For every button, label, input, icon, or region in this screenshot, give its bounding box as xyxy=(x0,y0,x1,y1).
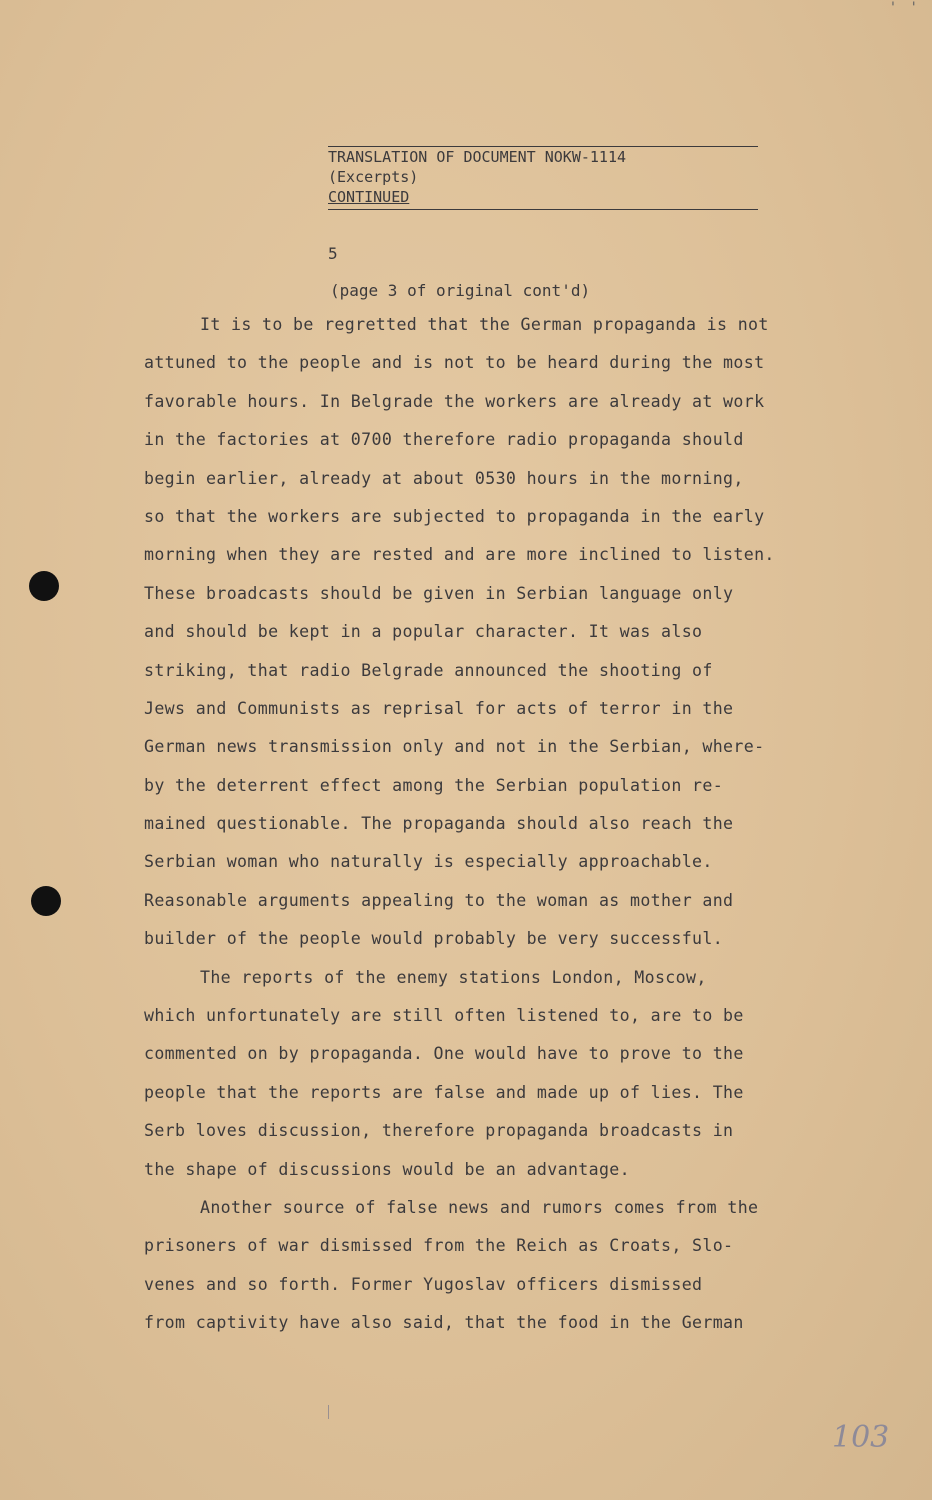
document-header xyxy=(328,146,758,210)
page-number: 5 xyxy=(328,244,338,263)
text-line: German news transmission only and not in the Serbian, where- xyxy=(144,737,765,757)
text-line: builder of the people would probably be very successful. xyxy=(144,929,724,949)
header-continued: CONTINUED xyxy=(328,188,410,206)
text-line: which unfortunately are still often listened to, are to be xyxy=(144,1006,744,1026)
text-line: from captivity have also said, that the food in the German xyxy=(144,1313,744,1333)
text-line: morning when they are rested and are more inclined to listen. xyxy=(144,545,775,565)
body-text xyxy=(144,306,854,1343)
text-line: The reports of the enemy stations London, Moscow, xyxy=(200,967,707,987)
corner-mark: ' ' xyxy=(888,0,920,16)
text-line: attuned to the people and is not to be heard during the most xyxy=(144,353,765,373)
text-line: venes and so forth. Former Yugoslav officers dismissed xyxy=(144,1274,703,1294)
text-line: mained questionable. The propaganda should also reach the xyxy=(144,814,734,834)
handwritten-page-number: 103 xyxy=(832,1420,890,1455)
text-line: begin earlier, already at about 0530 hours in the morning, xyxy=(144,468,744,488)
text-line: in the factories at 0700 therefore radio propaganda should xyxy=(144,430,744,450)
text-line: It is to be regretted that the German propaganda is not xyxy=(200,315,769,334)
text-line: striking, that radio Belgrade announced the shooting of xyxy=(144,660,713,680)
page-subheading: (page 3 of original cont'd) xyxy=(330,281,591,300)
text-line: and should be kept in a popular character. It was also xyxy=(144,622,703,642)
text-line: the shape of discussions would be an advantage. xyxy=(144,1159,630,1179)
header-title: TRANSLATION OF DOCUMENT NOKW-1114 xyxy=(328,148,627,166)
text-line: favorable hours. In Belgrade the workers are already at work xyxy=(144,391,765,411)
text-line: prisoners of war dismissed from the Reich as Croats, Slo- xyxy=(144,1236,734,1256)
text-line: by the deterrent effect among the Serbian population re- xyxy=(144,775,724,795)
text-line: Jews and Communists as reprisal for acts of terror in the xyxy=(144,698,734,718)
text-line: Serbian woman who naturally is especially approachable. xyxy=(144,852,713,872)
text-line: Reasonable arguments appealing to the woman as mother and xyxy=(144,890,734,910)
text-line: These broadcasts should be given in Serbian language only xyxy=(144,583,734,603)
text-line: Serb loves discussion, therefore propaganda broadcasts in xyxy=(144,1121,734,1141)
text-line: Another source of false news and rumors comes from the xyxy=(200,1197,759,1217)
stray-mark xyxy=(328,1405,329,1419)
text-line: so that the workers are subjected to propaganda in the early xyxy=(144,506,765,526)
punch-hole-top xyxy=(29,571,59,601)
header-excerpts: (Excerpts) xyxy=(328,168,419,186)
text-line: people that the reports are false and made up of lies. The xyxy=(144,1082,744,1102)
punch-hole-bottom xyxy=(31,886,61,916)
text-line: commented on by propaganda. One would have to prove to the xyxy=(144,1044,744,1064)
